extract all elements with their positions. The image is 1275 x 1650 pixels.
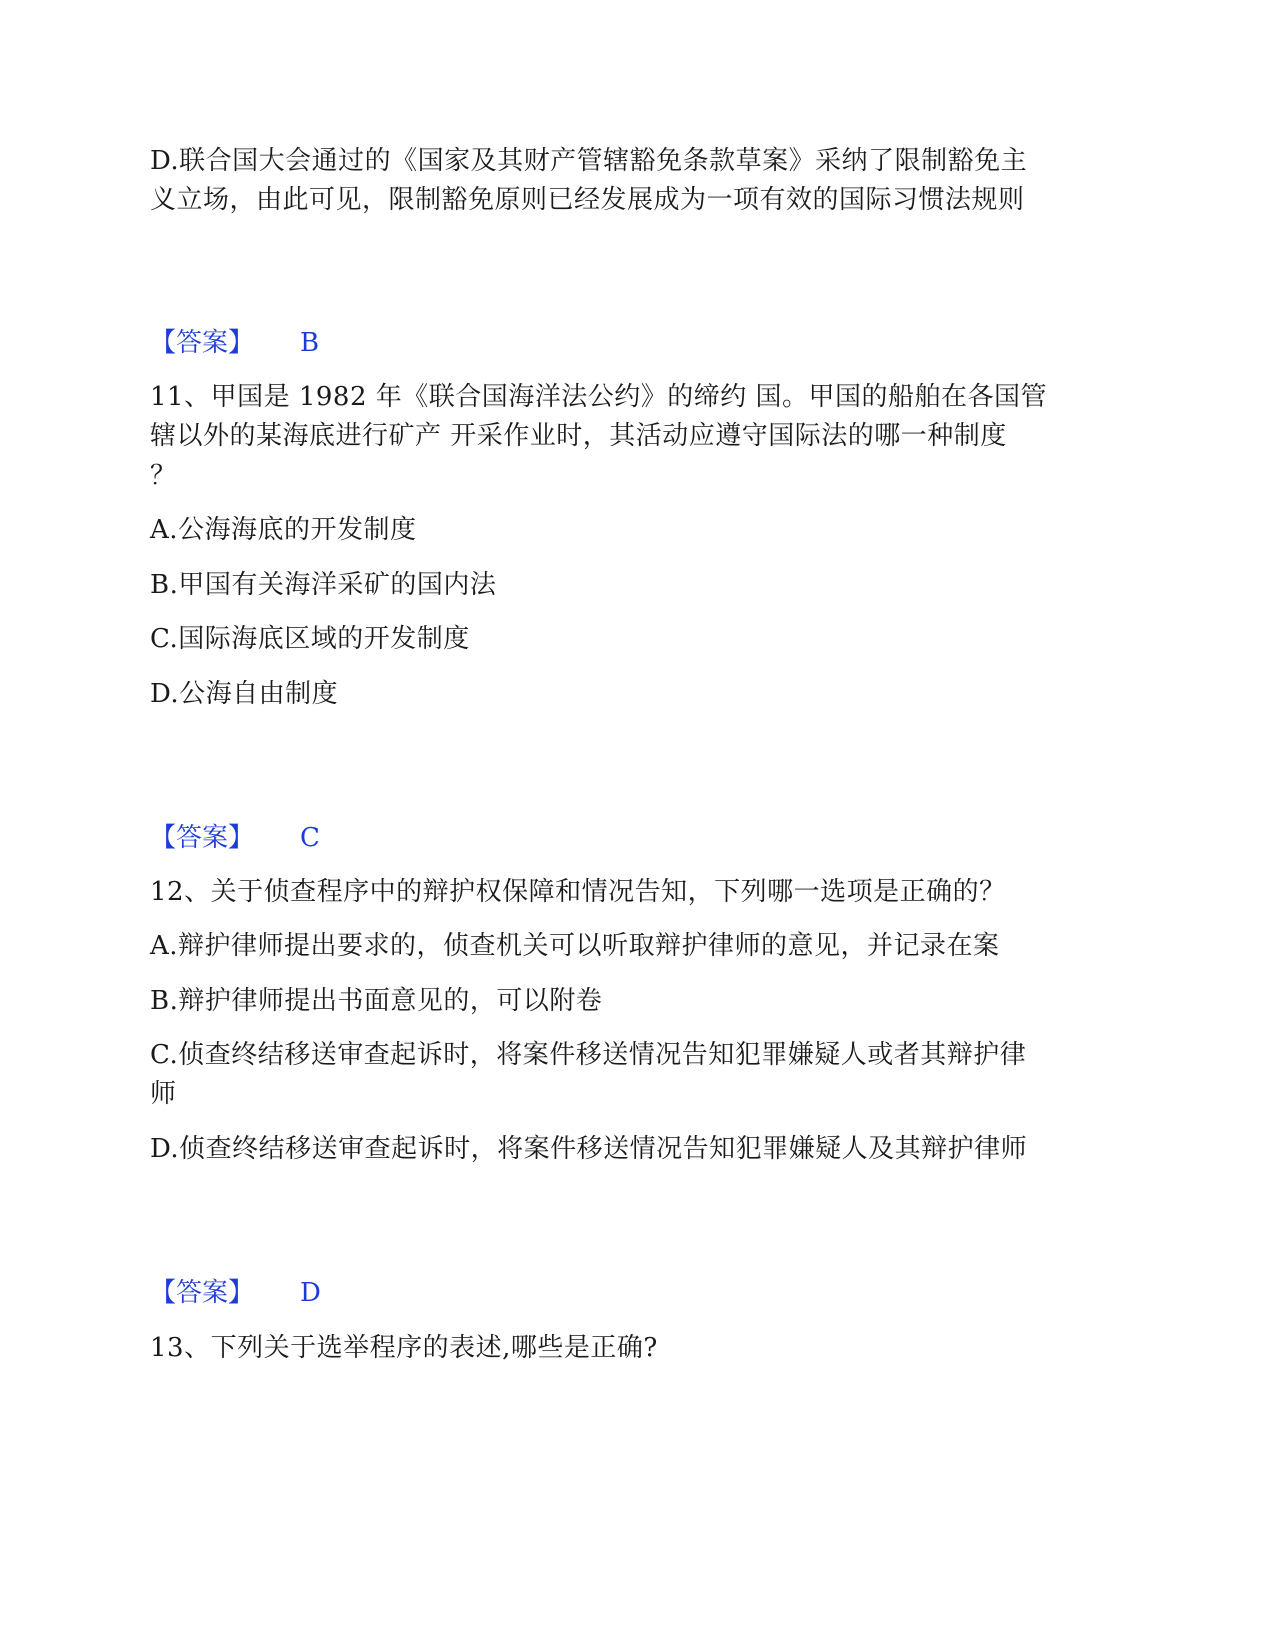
- answer-value: C: [300, 823, 320, 853]
- q11-option-d: D.公海自由制度: [150, 679, 339, 709]
- q11-option-c: C.国际海底区域的开发制度: [150, 624, 470, 654]
- q12-option-b: B.辩护律师提出书面意见的，可以附卷: [150, 986, 603, 1016]
- q11-option-a: A.公海海底的开发制度: [150, 515, 417, 545]
- q11-stem-line2: 辖以外的某海底进行矿产 开采作业时，其活动应遵守国际法的哪一种制度: [150, 421, 1007, 451]
- q11-stem-line3: ？: [150, 461, 177, 491]
- q11-option-b: B.甲国有关海洋采矿的国内法: [150, 570, 497, 600]
- answer-value: B: [300, 328, 320, 358]
- q12-option-a: A.辩护律师提出要求的，侦查机关可以听取辩护律师的意见，并记录在案: [150, 931, 1000, 961]
- answer-q12: [150, 1277, 321, 1309]
- q12-option-d: D.侦查终结移送审查起诉时，将案件移送情况告知犯罪嫌疑人及其辩护律师: [150, 1134, 1028, 1164]
- answer-q11: [150, 822, 320, 854]
- answer-label: 【答案】: [150, 823, 255, 853]
- answer-prev: [150, 327, 319, 359]
- q12-stem: 12、关于侦查程序中的辩护权保障和情况告知，下列哪一选项是正确的？: [150, 877, 1006, 907]
- answer-label: 【答案】: [150, 328, 255, 358]
- prev-option-d-line1: D.联合国大会通过的《国家及其财产管辖豁免条款草案》采纳了限制豁免主: [150, 146, 1028, 176]
- answer-label: 【答案】: [150, 1278, 255, 1308]
- q12-option-c-line2: 师: [150, 1079, 177, 1109]
- q11-stem-line1: 11、甲国是 1982 年《联合国海洋法公约》的缔约 国。甲国的船舶在各国管: [150, 382, 1048, 412]
- q13-stem: 13、下列关于选举程序的表述,哪些是正确?: [150, 1333, 658, 1363]
- answer-value: D: [300, 1278, 321, 1308]
- prev-option-d-line2: 义立场，由此可见，限制豁免原则已经发展成为一项有效的国际习惯法规则: [150, 185, 1025, 215]
- q12-option-c-line1: C.侦查终结移送审查起诉时，将案件移送情况告知犯罪嫌疑人或者其辩护律: [150, 1040, 1027, 1070]
